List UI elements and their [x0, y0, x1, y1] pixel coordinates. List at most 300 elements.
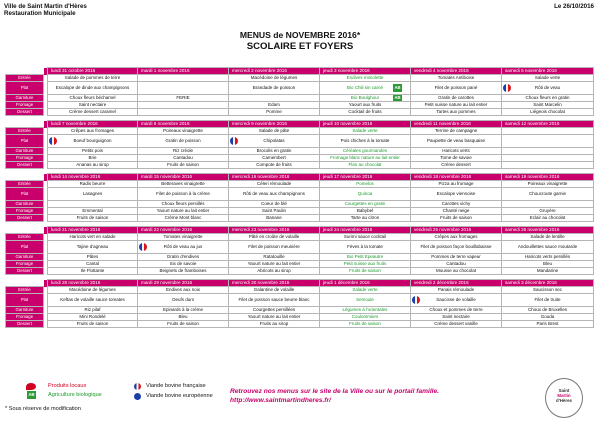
- menu-cell: [502, 201, 594, 208]
- dish-name: Babybel: [356, 208, 374, 214]
- menu-cell: [320, 294, 411, 307]
- menu-cell: [502, 307, 594, 314]
- menu-cell: [229, 155, 320, 162]
- menu-row-plat: [6, 82, 594, 95]
- dish-name: Haricots verts persillés: [524, 254, 571, 260]
- dish-name: Carottes vichy: [441, 201, 471, 207]
- menu-cell: [411, 102, 502, 109]
- menu-row-garniture: [6, 95, 594, 102]
- menu-cell: [320, 254, 411, 261]
- dish-name: Saucisson sec: [532, 287, 562, 293]
- menu-cell: [229, 162, 320, 169]
- dish-name: Tarte au citron: [350, 215, 380, 221]
- menu-cell: [502, 314, 594, 321]
- menu-cell: [411, 321, 502, 328]
- organic-logo-icon: AB: [28, 392, 35, 397]
- dish-name: Liégeois chocolat: [530, 109, 565, 115]
- menu-cell: [320, 287, 411, 294]
- menu-cell: [229, 261, 320, 268]
- menu-cell: [229, 128, 320, 135]
- dish-name: Petit suisse aux fruits: [343, 261, 387, 267]
- menu-cell: [138, 314, 229, 321]
- day-header: mercredi 2 novembre 2016: [229, 68, 320, 75]
- week-days-row: [6, 280, 594, 287]
- dish-name: Haricots verts: [442, 148, 470, 154]
- menu-cell: [48, 128, 138, 135]
- menu-cell: [502, 181, 594, 188]
- promo-text: [230, 387, 510, 405]
- logo-line-1: Saint: [558, 388, 570, 393]
- dish-name: Betteraves vinaigrette: [161, 181, 205, 187]
- legend-note: * Sous réserve de modification: [5, 406, 81, 412]
- menu-cell: [229, 321, 320, 328]
- menu-cell: [48, 314, 138, 321]
- dish-name: Quinoa: [357, 191, 373, 197]
- menu-cell: [320, 314, 411, 321]
- french-flag-icon: [49, 137, 57, 145]
- menu-cell: [229, 95, 320, 102]
- menu-row-fromage: [6, 155, 594, 162]
- menu-row-plat: [6, 294, 594, 307]
- dish-name: Tomates vinaigrette: [163, 234, 203, 240]
- menu-cell: [138, 287, 229, 294]
- dish-name: Chanté neige: [442, 208, 470, 214]
- menu-cell: [138, 215, 229, 222]
- dish-name: Paris Brest: [536, 321, 559, 327]
- menu-cell: [48, 188, 138, 201]
- dish-name: Choux de Bruxelles: [527, 307, 568, 313]
- row-label-fromage: Fromage: [6, 261, 44, 268]
- row-label-entree: Entrée: [6, 128, 44, 135]
- menu-cell: [502, 287, 594, 294]
- dish-name: Choux fleurs en gratin: [525, 95, 570, 101]
- menu-cell: [502, 268, 594, 275]
- menu-cell: [229, 268, 320, 275]
- dish-name: Fromage blanc nature au lait entier: [330, 155, 400, 161]
- dish-name: Légumes à l'orientales: [342, 307, 388, 313]
- menu-row-fromage: [6, 208, 594, 215]
- menu-cell: [229, 287, 320, 294]
- menu-cell: [138, 254, 229, 261]
- row-label-garniture: Garniture: [6, 254, 44, 261]
- dish-name: Coeur de blé: [261, 201, 287, 207]
- menu-row-dessert: [6, 162, 594, 169]
- dish-name: Poireaux vinaigrette: [163, 128, 203, 134]
- row-label-garniture: Garniture: [6, 95, 44, 102]
- menu-cell: [138, 181, 229, 188]
- row-label-plat: Plat: [6, 135, 44, 148]
- dish-name: Abricots au sirop: [257, 268, 291, 274]
- eu-flag-icon: [134, 393, 141, 400]
- menu-row-entree: [6, 287, 594, 294]
- row-label-plat: Plat: [6, 241, 44, 254]
- dish-name: Filet de poisson pané: [434, 85, 478, 91]
- menu-cell: [48, 75, 138, 82]
- day-header: samedi 3 décembre 2016: [502, 280, 594, 287]
- menu-cell: [502, 109, 594, 116]
- row-label-plat: Plat: [6, 82, 44, 95]
- menu-cell: [48, 241, 138, 254]
- menu-row-entree: [6, 234, 594, 241]
- menu-cell: [48, 82, 138, 95]
- menu-cell: [502, 321, 594, 328]
- menu-cell: [48, 215, 138, 222]
- organic-logo-icon: AB: [394, 85, 401, 90]
- menu-cell: [411, 201, 502, 208]
- dish-name: Brie: [88, 155, 97, 161]
- dish-name: Oeufs durs: [171, 297, 194, 303]
- day-header: mercredi 30 novembre 2016: [229, 280, 320, 287]
- dish-name: Bleu: [542, 261, 552, 267]
- dish-name: Riz créole: [172, 148, 193, 154]
- menu-cell: [48, 102, 138, 109]
- dish-name: Pâté en croûte de volaille: [248, 234, 300, 240]
- dish-name: Saint Marcelin: [533, 102, 562, 108]
- menu-cell: [138, 75, 229, 82]
- day-header: jeudi 24 novembre 2016: [320, 227, 411, 234]
- menu-row-garniture: [6, 254, 594, 261]
- menu-cell: [320, 188, 411, 201]
- menu-cell: [320, 241, 411, 254]
- day-header: vendredi 25 novembre 2016: [411, 227, 502, 234]
- menu-cell: [502, 188, 594, 201]
- menu-cell: [411, 82, 502, 95]
- dish-name: Compote de fruits: [256, 162, 292, 168]
- day-header: mardi 15 novembre 2016: [138, 174, 229, 181]
- dish-name: Petits pois: [82, 148, 103, 154]
- corner-cell: [6, 280, 44, 287]
- day-header: mercredi 23 novembre 2016: [229, 227, 320, 234]
- dish-name: Semoule: [356, 297, 374, 303]
- row-label-dessert: Dessert: [6, 215, 44, 222]
- legend-local-label: Produits locaux: [48, 383, 87, 389]
- dish-name: Tome de savoie: [440, 155, 472, 161]
- dish-name: Tomates Antiboise: [437, 75, 475, 81]
- menu-cell: [138, 268, 229, 275]
- menu-cell: [138, 261, 229, 268]
- dish-name: Banane: [266, 215, 282, 221]
- day-header: samedi 12 novembre 2016: [502, 121, 594, 128]
- dish-name: Riz pilaf: [84, 307, 101, 313]
- menu-cell: [138, 82, 229, 95]
- dish-name: Salade verte: [352, 128, 378, 134]
- menu-cell: [502, 261, 594, 268]
- dish-name: Poireaux vinaigrette: [527, 181, 568, 187]
- row-label-plat: Plat: [6, 188, 44, 201]
- dish-name: Cantadou: [446, 261, 466, 267]
- dish-name: Fruits de saison: [76, 215, 109, 221]
- dish-name: Filet de truite: [534, 297, 561, 303]
- dish-name: Chipolatas: [263, 138, 285, 144]
- dish-name: Lasagnes: [82, 191, 103, 197]
- dish-name: Choux et pommes de terre: [429, 307, 483, 313]
- day-header: mercredi 9 novembre 2016: [229, 121, 320, 128]
- row-label-fromage: Fromage: [6, 314, 44, 321]
- week-days-row: [6, 68, 594, 75]
- menu-cell: [229, 82, 320, 95]
- organic-logo-icon: AB: [394, 95, 401, 100]
- promo-link[interactable]: http://www.saintmartindheres.fr/: [230, 397, 331, 404]
- menu-cell: [411, 135, 502, 148]
- menu-row-plat: [6, 135, 594, 148]
- promo-message: Retrouvez nos menus sur le site de la Ville ou sur le portail famille.: [230, 388, 439, 395]
- menu-cell: [48, 135, 138, 148]
- dish-name: Pommes de terre vapeur: [431, 254, 481, 260]
- dish-name: Filet de poisson sauce beurre blanc: [238, 297, 310, 303]
- dish-name: Brocolis en gratin: [256, 148, 292, 154]
- menu-cell: [229, 208, 320, 215]
- dish-name: Saint nectaire: [78, 102, 107, 108]
- menu-row-fromage: [6, 102, 594, 109]
- week-days-row: [6, 121, 594, 128]
- day-header: lundi 28 novembre 2016: [48, 280, 138, 287]
- menu-row-plat: [6, 241, 594, 254]
- menu-cell: [138, 201, 229, 208]
- day-header: samedi 26 novembre 2016: [502, 227, 594, 234]
- dish-name: Salade verte: [534, 75, 561, 81]
- dish-name: Ile Flottante: [80, 268, 105, 274]
- dish-name: Paupiette de veau basquaise: [426, 138, 486, 144]
- dish-name: Salade de pâte: [258, 128, 290, 134]
- dish-name: Macédoine de légumes: [69, 287, 116, 293]
- dish-name: Crème dessert: [441, 162, 471, 168]
- row-label-garniture: Garniture: [6, 307, 44, 314]
- menu-row-garniture: [6, 201, 594, 208]
- dish-name: Fruits de saison: [349, 321, 381, 327]
- menu-cell: [411, 181, 502, 188]
- day-header: lundi 21 novembre 2016: [48, 227, 138, 234]
- menu-cell: [411, 254, 502, 261]
- dish-name: Tartes aux pommes: [436, 109, 476, 115]
- logo-line-3: d'Hères: [556, 398, 572, 403]
- menu-cell: [320, 261, 411, 268]
- document-date: Le 26/10/2016: [554, 3, 594, 10]
- menu-cell: [502, 95, 594, 102]
- menu-cell: [502, 215, 594, 222]
- menu-cell: [502, 128, 594, 135]
- page-subtitle: SCOLAIRE ET FOYERS: [246, 41, 354, 52]
- dish-name: Petit suisse nature au lait entier: [424, 102, 488, 108]
- row-label-fromage: Fromage: [6, 102, 44, 109]
- menu-cell: [320, 162, 411, 169]
- row-label-garniture: Garniture: [6, 148, 44, 155]
- menu-cell: [138, 307, 229, 314]
- menu-cell: [48, 155, 138, 162]
- dish-name: Salade de pommes de terre: [64, 75, 121, 81]
- menu-cell: [229, 75, 320, 82]
- day-header: mardi 22 novembre 2016: [138, 227, 229, 234]
- dish-name: Bleu: [178, 314, 188, 320]
- dish-name: Ananas au sirop: [76, 162, 109, 168]
- menu-cell: [502, 82, 594, 95]
- row-label-plat: Plat: [6, 294, 44, 307]
- dish-name: Terrine de campagne: [434, 128, 478, 134]
- dish-name: Yaourt aux fruits: [348, 102, 382, 108]
- corner-cell: [6, 121, 44, 128]
- row-label-dessert: Dessert: [6, 162, 44, 169]
- day-header: lundi 14 novembre 2016: [48, 174, 138, 181]
- menu-cell: [411, 314, 502, 321]
- menu-cell: [229, 188, 320, 201]
- legend-beef-eu-label: Viande bovine européenne: [146, 393, 213, 399]
- menu-row-dessert: [6, 215, 594, 222]
- dish-name: Pois chiches à la tomate: [340, 138, 390, 144]
- menu-cell: [48, 321, 138, 328]
- row-label-entree: Entrée: [6, 181, 44, 188]
- dish-name: Choux fleurs béchamel: [69, 95, 116, 101]
- day-header: lundi 31 octobre 2016: [48, 68, 138, 75]
- day-header: lundi 7 novembre 2016: [48, 121, 138, 128]
- day-header: jeudi 3 novembre 2016: [320, 68, 411, 75]
- local-product-icon: [26, 383, 36, 390]
- menu-cell: [320, 201, 411, 208]
- dish-name: Mousse au chocolat: [435, 268, 477, 274]
- menu-cell: [48, 307, 138, 314]
- dish-name: Cantadou: [173, 155, 193, 161]
- menu-cell: [320, 75, 411, 82]
- menu-cell: [138, 95, 229, 102]
- menu-cell: [502, 254, 594, 261]
- menu-cell: [411, 234, 502, 241]
- dish-name: Gratin de poisson: [165, 138, 201, 144]
- dish-name: Rôti de veau au jus: [163, 244, 203, 250]
- dish-name: Crêpes aux fromages: [70, 128, 115, 134]
- menu-cell: [48, 181, 138, 188]
- menu-cell: [411, 155, 502, 162]
- dish-name: Courgettes en gratin: [344, 201, 386, 207]
- menu-cell: [320, 135, 411, 148]
- dish-name: Bio Boulghour: [350, 95, 380, 101]
- organization-header: [4, 3, 87, 18]
- menu-cell: [138, 321, 229, 328]
- dish-name: Saint nectaire: [442, 314, 470, 320]
- french-flag-icon: [412, 296, 420, 304]
- menu-cell: [138, 208, 229, 215]
- menu-cell: [48, 109, 138, 116]
- dish-name: Gratin d'endives: [166, 254, 200, 260]
- menu-cell: [502, 148, 594, 155]
- dish-name: Emmental: [82, 208, 103, 214]
- dish-name: Ratatouille: [263, 254, 285, 260]
- dish-name: Filet de poisson façon bouillabaisse: [420, 244, 492, 250]
- menu-cell: [502, 102, 594, 109]
- menu-cell: [320, 128, 411, 135]
- menu-cell: [411, 294, 502, 307]
- menu-cell: [411, 148, 502, 155]
- menu-cell: [229, 234, 320, 241]
- dish-name: Fruits de saison: [167, 162, 199, 168]
- menu-row-dessert: [6, 268, 594, 275]
- menu-cell: [411, 162, 502, 169]
- menu-cell: [138, 241, 229, 254]
- dish-name: Filet de poisson à la crème: [156, 191, 210, 197]
- menu-row-entree: [6, 128, 594, 135]
- dish-name: FERIE: [176, 95, 190, 101]
- menu-cell: [229, 294, 320, 307]
- menu-cell: [320, 155, 411, 162]
- day-header: mardi 1 novembre 2016: [138, 68, 229, 75]
- dish-name: Flan au chocolat: [348, 162, 382, 168]
- dish-name: Mini Rondelé: [79, 314, 106, 320]
- menu-cell: [229, 135, 320, 148]
- menu-row-dessert: [6, 321, 594, 328]
- menu-cell: [229, 241, 320, 254]
- dish-name: Crème Mont blanc: [164, 215, 202, 221]
- dish-name: Six de savoie: [169, 261, 197, 267]
- menu-cell: [48, 234, 138, 241]
- dish-name: Endives aux noix: [165, 287, 201, 293]
- menu-row-fromage: [6, 261, 594, 268]
- dish-name: Keftas de volaille sauce tomates: [60, 297, 125, 303]
- menu-row-entree: [6, 75, 594, 82]
- dish-name: Edam: [268, 102, 280, 108]
- menu-cell: [502, 294, 594, 307]
- dish-name: Choux fleurs persillés: [161, 201, 205, 207]
- dish-name: Filet de poisson meunière: [248, 244, 300, 250]
- menu-cell: [138, 155, 229, 162]
- french-flag-icon: [230, 137, 238, 145]
- dish-name: Eclair au chocolat: [529, 215, 566, 221]
- menu-cell: [229, 215, 320, 222]
- day-header: vendredi 2 décembre 2016: [411, 280, 502, 287]
- french-flag-icon: [134, 383, 141, 390]
- menu-cell: [411, 261, 502, 268]
- dish-name: Yaourt nature au lait entier: [156, 208, 210, 214]
- dish-name: Crème dessert vanille: [434, 321, 478, 327]
- dish-name: Fruits de saison: [76, 321, 109, 327]
- dish-name: Andouillettes sauce moutarde: [517, 244, 578, 250]
- dish-name: Fruits de saison: [440, 215, 472, 221]
- row-label-fromage: Fromage: [6, 155, 44, 162]
- menu-cell: [502, 135, 594, 148]
- dish-name: Saucisse de volaille: [436, 297, 476, 303]
- menu-cell: [138, 102, 229, 109]
- menu-row-garniture: [6, 148, 594, 155]
- dish-name: Fruits de saison: [349, 268, 381, 274]
- menu-cell: [411, 215, 502, 222]
- menu-cell: [229, 307, 320, 314]
- legend-organic-label: Agriculture biologique: [48, 392, 102, 398]
- menu-cell: [502, 155, 594, 162]
- dish-name: Gruyère: [539, 208, 556, 214]
- day-header: jeudi 10 novembre 2016: [320, 121, 411, 128]
- menu-cell: [411, 268, 502, 275]
- menu-cell: [229, 181, 320, 188]
- menu-cell: [229, 201, 320, 208]
- dish-name: Cocktail de fruits: [348, 109, 382, 115]
- day-header: mardi 29 novembre 2016: [138, 280, 229, 287]
- menu-cell: [320, 234, 411, 241]
- menu-cell: [320, 307, 411, 314]
- menu-cell: [502, 234, 594, 241]
- menu-table: [5, 67, 594, 328]
- dish-name: Camembert: [262, 155, 286, 161]
- dish-name: Céréales gourmandes: [342, 148, 388, 154]
- menu-cell: [138, 188, 229, 201]
- dish-name: Rôti de veau aux champignons: [243, 191, 305, 197]
- week-days-row: [6, 174, 594, 181]
- menu-cell: [48, 162, 138, 169]
- day-header: vendredi 18 novembre 2016: [411, 174, 502, 181]
- menu-cell: [320, 95, 411, 102]
- day-header: jeudi 1 décembre 2016: [320, 280, 411, 287]
- dish-name: Bio Chili sin carné: [346, 85, 383, 91]
- dish-name: Haricots vert en salade: [69, 234, 116, 240]
- dish-name: Gouda: [540, 314, 555, 320]
- dish-name: Brandade de poisson: [252, 85, 296, 91]
- legend-beef-fr-label: Viande bovine française: [146, 383, 206, 389]
- dish-name: Boeuf bourguignon: [73, 138, 112, 144]
